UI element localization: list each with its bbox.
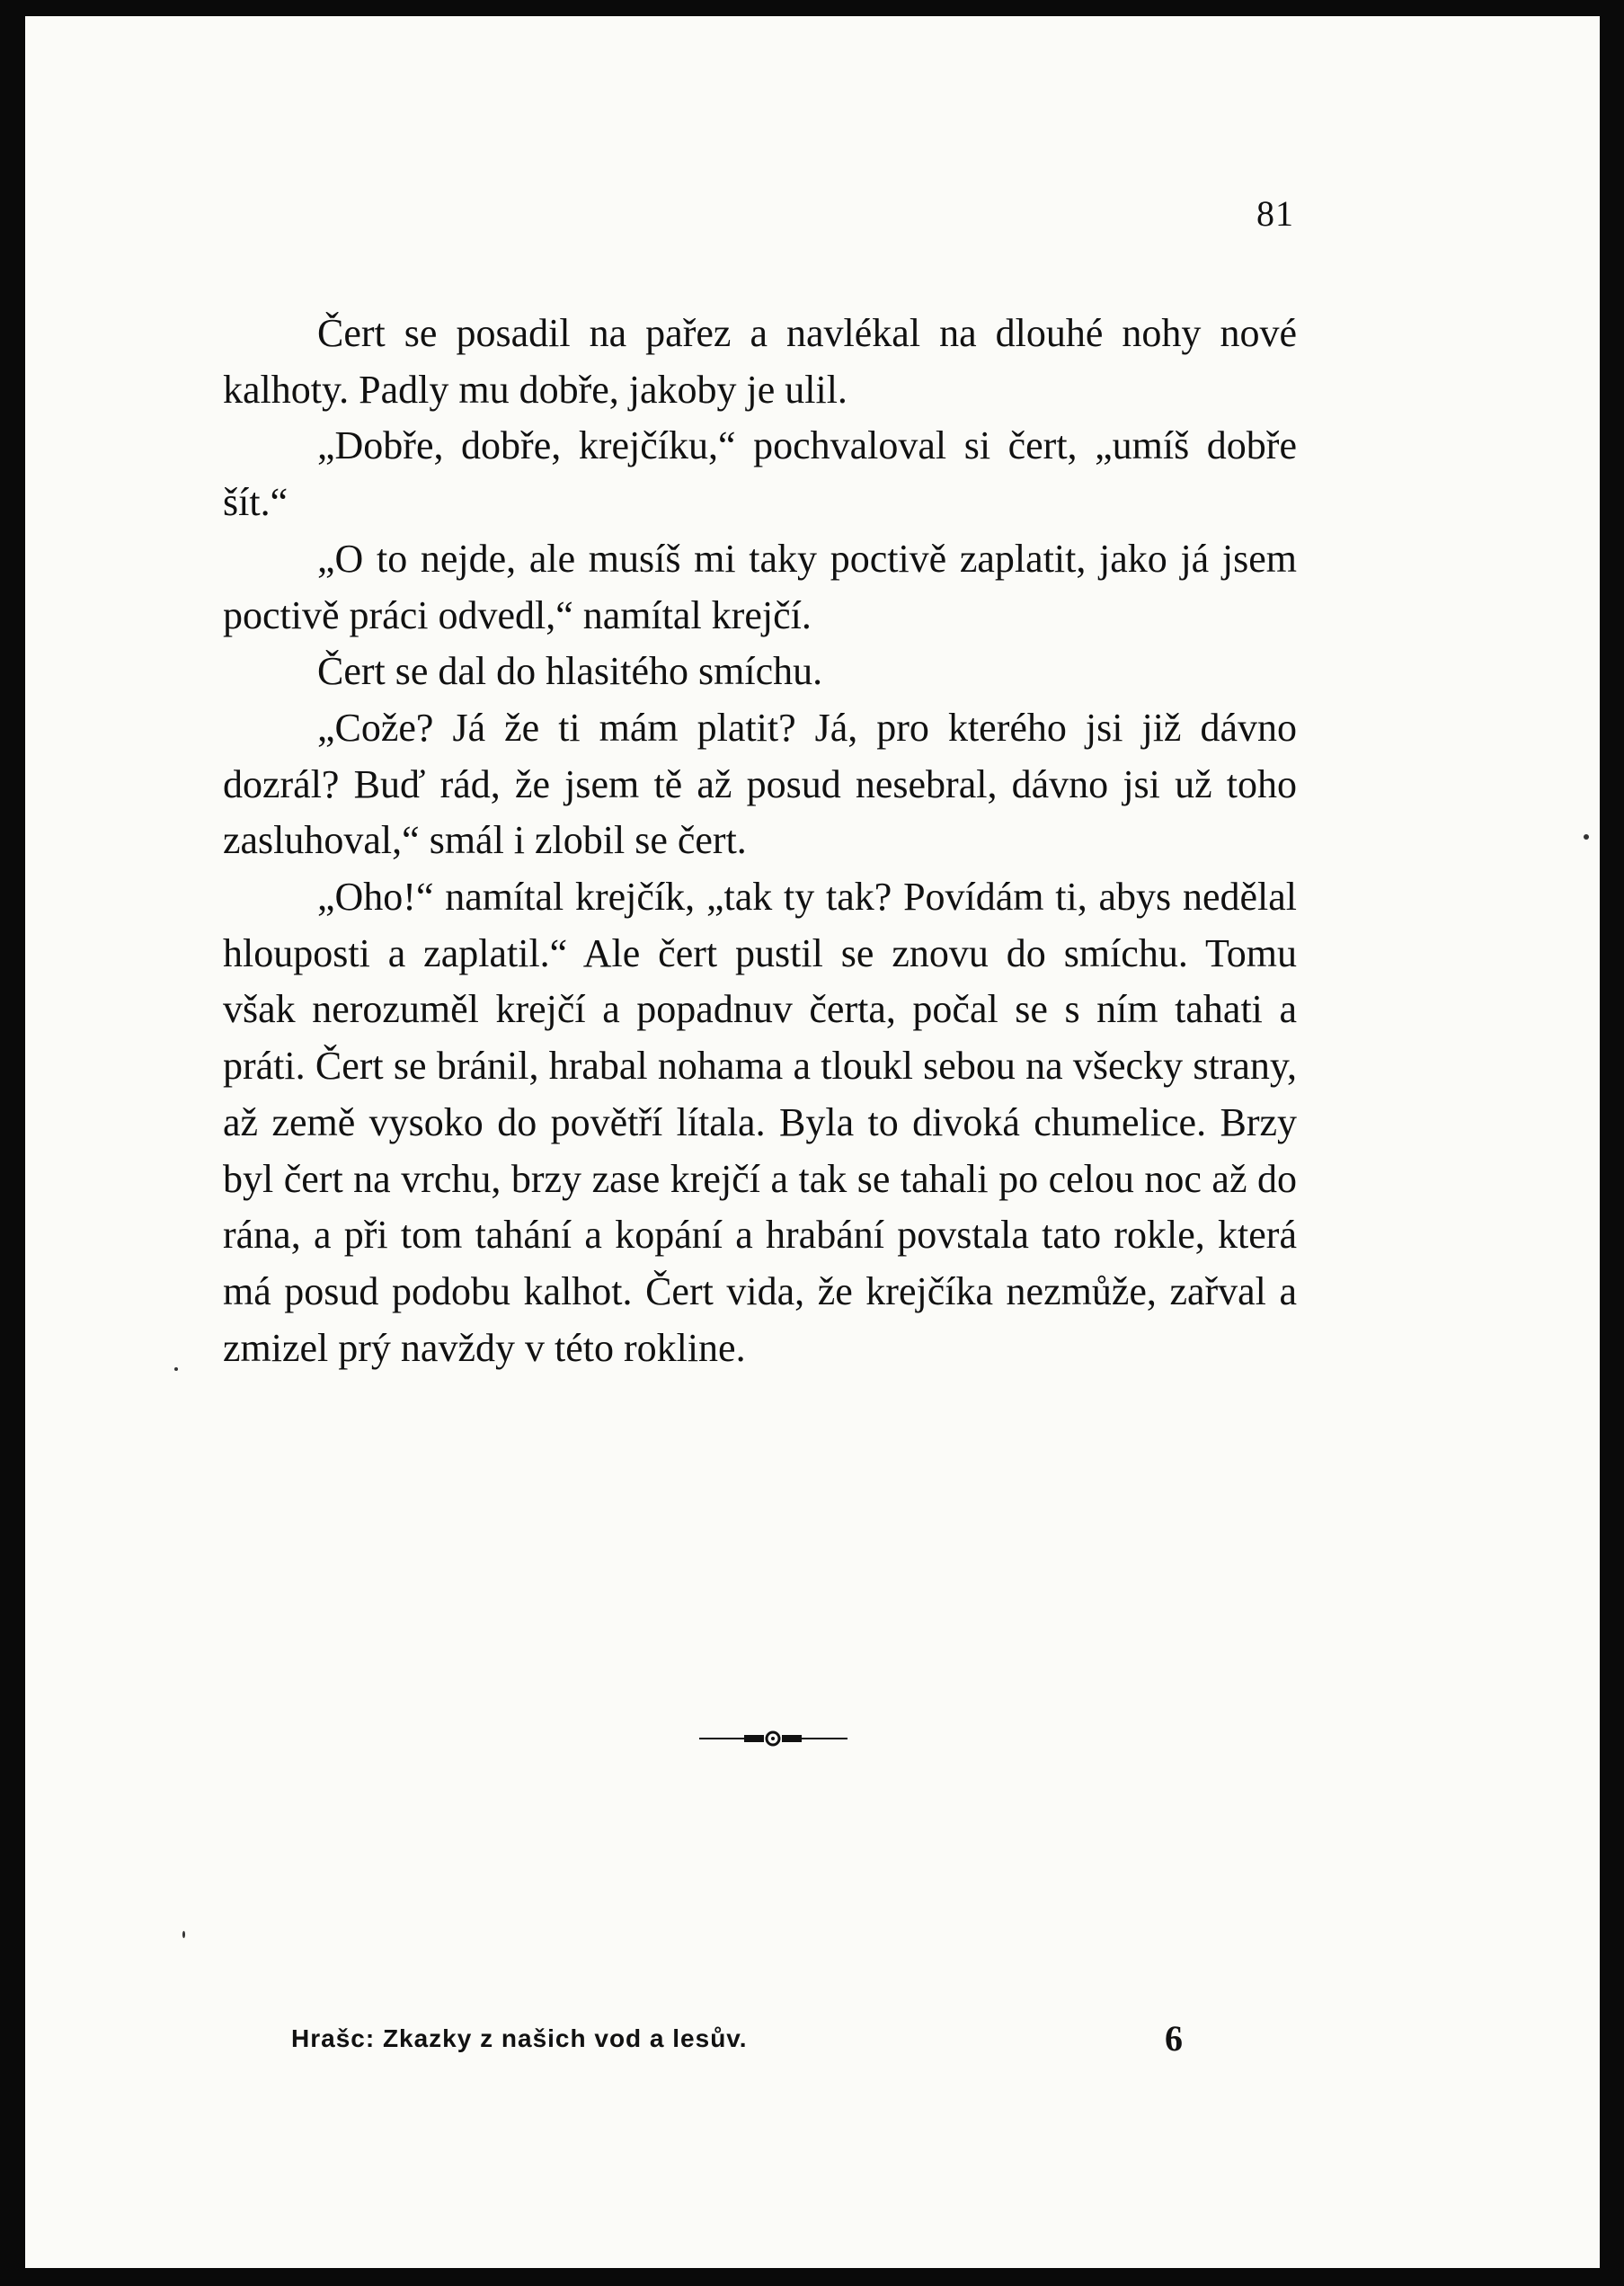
story-text xyxy=(223,306,1297,1376)
book-page xyxy=(25,16,1600,2268)
paragraph: „Dobře, dobře, krejčíku,“ pochvaloval si čert, „umíš dobře šít.“ xyxy=(223,423,1297,525)
paragraph: „Oho!“ namítal krejčík, „tak ty tak? Povídám ti, abys nedělal hlouposti a zaplatil.“ Ale čert pustil se znovu do smíchu. Tomu však nerozuměl krejčí a popadnuv čerta, počal se s ním tahati a práti. Čert se bránil, hrabal nohama a tloukl sebou na všecky strany, až země vysoko do povětří lítala. Byla to divoká chumelice. Brzy byl čert na vrchu, brzy zase krejčí a tak se tahali po celou noc až do rána, a při tom tahání a kopání a hrabání povstala tato rokle, která má posud podobu kalhot. Čert vida, že krejčíka nezmůže, zařval a zmizel prý navždy v této rokline. xyxy=(223,875,1297,1370)
paragraph: „O to nejde, ale musíš mi taky poctivě zaplatit, jako já jsem poctivě práci odvedl,“ namítal krejčí. xyxy=(223,536,1297,637)
page-number: 81 xyxy=(1256,193,1294,234)
scan-speck xyxy=(182,1931,185,1938)
end-ornament-icon xyxy=(699,1730,847,1748)
paragraph: Čert se dal do hlasitého smíchu. xyxy=(317,649,823,694)
scan-speck xyxy=(174,1367,178,1371)
sheet-mark: 6 xyxy=(1165,2018,1183,2059)
paragraph: Čert se posadil na pařez a navlékal na dlouhé nohy nové kalhoty. Padly mu dobře, jakoby je ulil. xyxy=(223,311,1297,412)
scan-speck xyxy=(1584,834,1589,840)
footer-signature: Hrašc: Zkazky z našich vod a lesův. xyxy=(291,2024,748,2052)
paragraph: „Cože? Já že ti mám platit? Já, pro kterého jsi již dávno dozrál? Buď rád, že jsem tě až posud nesebral, dávno jsi už toho zasluhoval,“ smál i zlobil se čert. xyxy=(223,705,1297,863)
